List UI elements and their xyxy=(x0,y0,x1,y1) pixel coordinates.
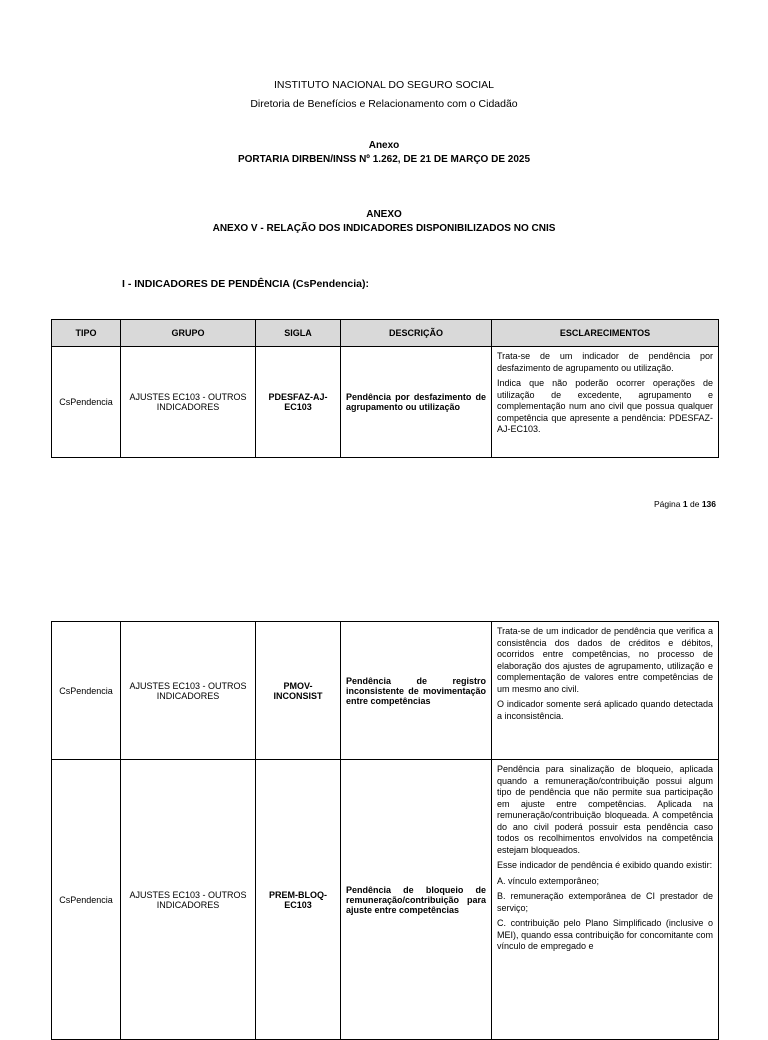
page-current: 1 xyxy=(682,499,688,509)
cell-tipo: CsPendencia xyxy=(52,622,121,760)
esc-paragraph: Esse indicador de pendência é exibido quando existir: xyxy=(497,860,713,870)
cell-grupo: AJUSTES EC103 - OUTROS INDICADORES xyxy=(121,622,256,760)
esc-paragraph: Trata-se de um indicador de pendência por desfazimento de agrupamento ou utilização. xyxy=(497,351,713,373)
cell-esclarecimentos xyxy=(492,347,719,458)
indicators-table-page2 xyxy=(51,621,719,1040)
esc-paragraph: Trata-se de um indicador de pendência que verifica a consistência dos dados de créditos e débitos, ocorridos entre competências, no processo de elaboração dos ajustes de agrupamento, utilização e complementação de valores entre competências de um mesmo ano civil. xyxy=(497,626,713,694)
indicators-table-page1 xyxy=(51,319,719,458)
cell-grupo: AJUSTES EC103 - OUTROS INDICADORES xyxy=(121,760,256,1040)
cell-esclarecimentos xyxy=(492,760,719,1040)
cell-grupo: AJUSTES EC103 - OUTROS INDICADORES xyxy=(121,347,256,458)
col-header-esclarecimentos: ESCLARECIMENTOS xyxy=(492,320,719,347)
cell-tipo: CsPendencia xyxy=(52,760,121,1040)
table-row xyxy=(52,760,719,1040)
table-row xyxy=(52,347,719,458)
annex-title: ANEXO xyxy=(366,209,402,220)
institute-name: INSTITUTO NACIONAL DO SEGURO SOCIAL xyxy=(274,79,494,91)
page-total: 136 xyxy=(701,499,716,509)
col-header-tipo: TIPO xyxy=(52,320,121,347)
cell-tipo: CsPendencia xyxy=(52,347,121,458)
directorate-name: Diretoria de Benefícios e Relacionamento com o Cidadão xyxy=(250,98,518,110)
esc-paragraph: Indica que não poderão ocorrer operações de utilização de excedente, agrupamento e complementação num ano civil que possua qualquer competência que apresente a pendência: PDESFAZ-AJ-EC103. xyxy=(497,378,713,434)
annex-v-title: ANEXO V - RELAÇÃO DOS INDICADORES DISPONIBILIZADOS NO CNIS xyxy=(212,223,556,234)
page-prefix: Página xyxy=(654,499,681,509)
page-of: de xyxy=(689,499,700,509)
esc-paragraph: B. remuneração extemporânea de CI prestador de serviço; xyxy=(497,891,713,913)
esc-paragraph: A. vínculo extemporâneo; xyxy=(497,875,600,886)
annex-label: Anexo xyxy=(368,140,400,151)
col-header-descricao: DESCRIÇÃO xyxy=(341,320,492,347)
esc-paragraph: C. contribuição pelo Plano Simplificado (inclusive o MEI), quando essa contribuição for concomitante com vínculo de empregado e xyxy=(497,918,713,951)
table-header-row xyxy=(52,320,719,347)
col-header-grupo: GRUPO xyxy=(121,320,256,347)
cell-descricao: Pendência por desfazimento de agrupamento ou utilização xyxy=(341,347,492,458)
page-number xyxy=(654,499,716,509)
table-row xyxy=(52,622,719,760)
cell-descricao: Pendência de registro inconsistente de movimentação entre competências xyxy=(341,622,492,760)
cell-esclarecimentos xyxy=(492,622,719,760)
esc-paragraph: Pendência para sinalização de bloqueio, aplicada quando a remuneração/contribuição possui algum tipo de pendência que não permite sua participação em ajuste entre competências. Aplicada na remuneração/contribuição bloqueada. A competência do ano civil poderá possuir esta pendência caso todos os recolhimentos envolvidos na competência estejam bloqueados. xyxy=(497,764,713,855)
cell-descricao: Pendência de bloqueio de remuneração/contribuição para ajuste entre competências xyxy=(341,760,492,1040)
section-title: I - INDICADORES DE PENDÊNCIA (CsPendencia): xyxy=(122,278,369,290)
cell-sigla: PREM-BLOQ-EC103 xyxy=(256,760,341,1040)
portaria-title: PORTARIA DIRBEN/INSS Nº 1.262, DE 21 DE MARÇO DE 2025 xyxy=(237,154,531,165)
cell-sigla: PMOV-INCONSIST xyxy=(256,622,341,760)
esc-paragraph: O indicador somente será aplicado quando detectada a inconsistência. xyxy=(497,699,713,721)
col-header-sigla: SIGLA xyxy=(256,320,341,347)
cell-sigla: PDESFAZ-AJ-EC103 xyxy=(256,347,341,458)
